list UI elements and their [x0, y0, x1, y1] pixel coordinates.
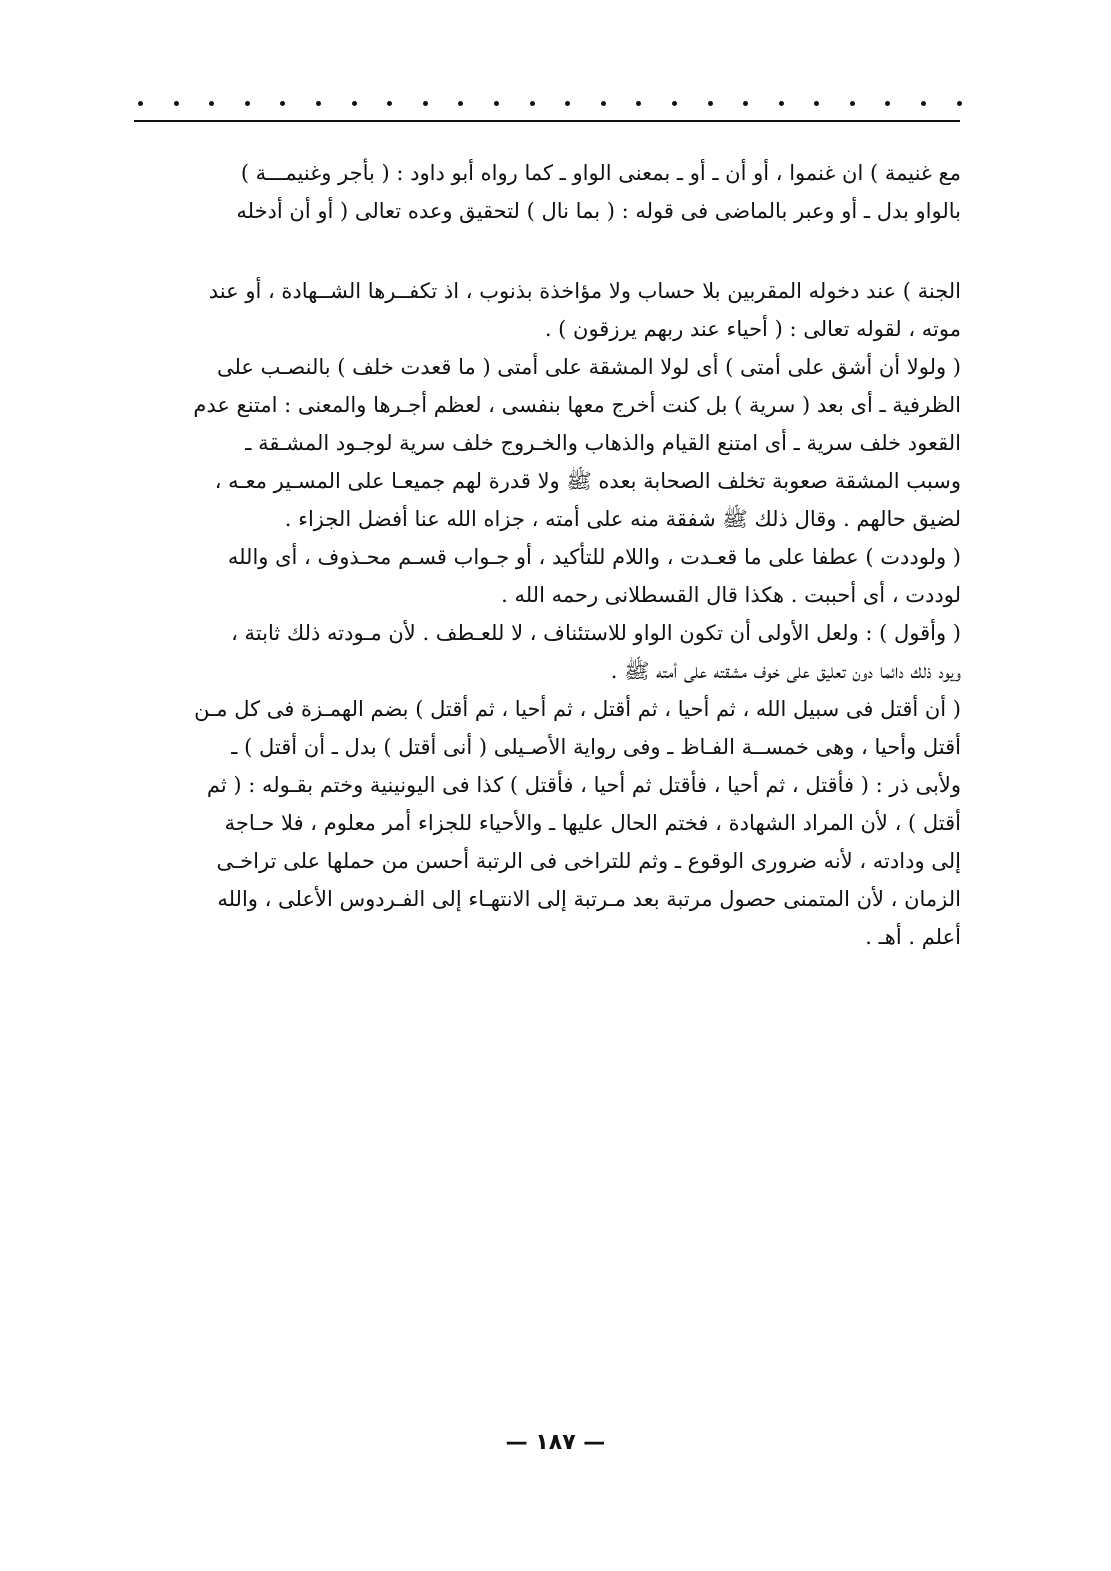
header-dot	[209, 101, 214, 106]
header-dot	[814, 101, 819, 106]
text-line: ولأبى ذر : ( فأقتل ، ثم أحيا ، فأقتل ثم أحيا ، فأقتل ) كذا فى اليونينية وختم بقـوله : ( ثم	[206, 773, 961, 797]
text-line: الجنة ) عند دخوله المقربين بلا حساب ولا مؤاخذة بذنوب ، اذ تكفــرها الشــهادة ، أو عند	[208, 279, 961, 303]
text-line: وسبب المشقة صعوبة تخلف الصحابة بعده ﷺ ولا قدرة لهم جميعـا على المسـير معـه ،	[214, 469, 961, 493]
paragraph-top	[133, 154, 961, 230]
text-block-top	[133, 154, 961, 230]
text-line: القعود خلف سرية ـ أى امتنع القيام والذهاب والخـروج خلف سرية لوجـود المشـقة ـ	[245, 431, 961, 455]
header-dot	[280, 101, 285, 106]
header-dot	[458, 101, 463, 106]
page-number: — ١٨٧ —	[505, 1430, 606, 1455]
text-block-main	[133, 272, 961, 956]
text-line: لوددت ، أى أحببت . هكذا قال القسطلانى رحمه الله .	[501, 583, 961, 607]
header-rule	[134, 120, 960, 122]
text-line: ويود ذلك دائما دون تعليق على خوف مشقته على أمته ﷺ .	[610, 659, 961, 683]
header-dot	[138, 101, 143, 106]
text-line: أقتل ) ، لأن المراد الشهادة ، فختم الحال عليها ـ والأحياء للجزاء أمر معلوم ، فلا حـاجة	[224, 811, 961, 835]
text-line: إلى ودادته ، لأنه ضرورى الوقوع ـ وثم للتراخى فى الرتبة أحسن من حملها على تراخـى	[216, 849, 961, 873]
header-dot	[672, 101, 677, 106]
header-dot	[921, 101, 926, 106]
text-line: الزمان ، لأن المتمنى حصول مرتبة بعد مـرتبة إلى الانتهـاء إلى الفـردوس الأعلى ، والله	[217, 887, 961, 911]
header-dot	[530, 101, 535, 106]
header-dot	[387, 101, 392, 106]
header-dot	[850, 101, 855, 106]
text-line: لضيق حالهم . وقال ذلك ﷺ شفقة منه على أمته ، جزاه الله عنا أفضل الجزاء .	[284, 507, 961, 531]
text-line: ( ولولا أن أشق على أمتى ) أى لولا المشقة على أمتى ( ما قعدت خلف ) بالنصـب على	[216, 355, 961, 379]
header-dot	[352, 101, 357, 106]
header-dot	[708, 101, 713, 106]
header-dot	[885, 101, 890, 106]
header-dot	[494, 101, 499, 106]
text-line: ( أن أقتل فى سبيل الله ، ثم أحيا ، ثم أقتل ، ثم أحيا ، ثم أقتل ) بضم الهمـزة فى كل مـن	[194, 697, 961, 721]
text-line: ( وأقول ) : ولعل الأولى أن تكون الواو للاستئناف ، لا للعـطف . لأن مـودته ذلك ثابتة ،	[231, 621, 961, 645]
text-line: موته ، لقوله تعالى : ( أحياء عند ربهم يرزقون ) .	[544, 317, 961, 341]
header-dot	[743, 101, 748, 106]
header-dot	[245, 101, 250, 106]
text-line: الظرفية ـ أى بعد ( سرية ) بل كنت أخرج معها بنفسى ، لعظم أجـرها والمعنى : امتنع عدم	[193, 393, 961, 417]
header-dot	[957, 101, 962, 106]
header-dot	[601, 101, 606, 106]
text-line: أقتل وأحيا ، وهى خمســة الفـاظ ـ وفى رواية الأصـيلى ( أنى أقتل ) بدل ـ أن أقتل ) ـ	[231, 735, 961, 759]
header-dot	[316, 101, 321, 106]
header-dot	[779, 101, 784, 106]
paragraph-main	[133, 272, 961, 956]
header-dot	[565, 101, 570, 106]
text-line: بالواو بدل ـ أو وعبر بالماضى فى قوله : ( بما نال ) لتحقيق وعده تعالى ( أو أن أدخله	[236, 199, 961, 223]
text-line: أعلم . أهـ .	[865, 925, 961, 949]
header-dot	[423, 101, 428, 106]
header-dot	[636, 101, 641, 106]
header-dot	[174, 101, 179, 106]
text-line: ( ولوددت ) عطفا على ما قعـدت ، واللام للتأكيد ، أو جـواب قسـم محـذوف ، أى والله	[227, 545, 961, 569]
text-line: مع غنيمة ) ان غنموا ، أو أن ـ أو ـ بمعنى الواو ـ كما رواه أبو داود : ( بأجر وغنيمـــة )	[240, 161, 961, 185]
header-dot-ornament	[138, 96, 962, 110]
